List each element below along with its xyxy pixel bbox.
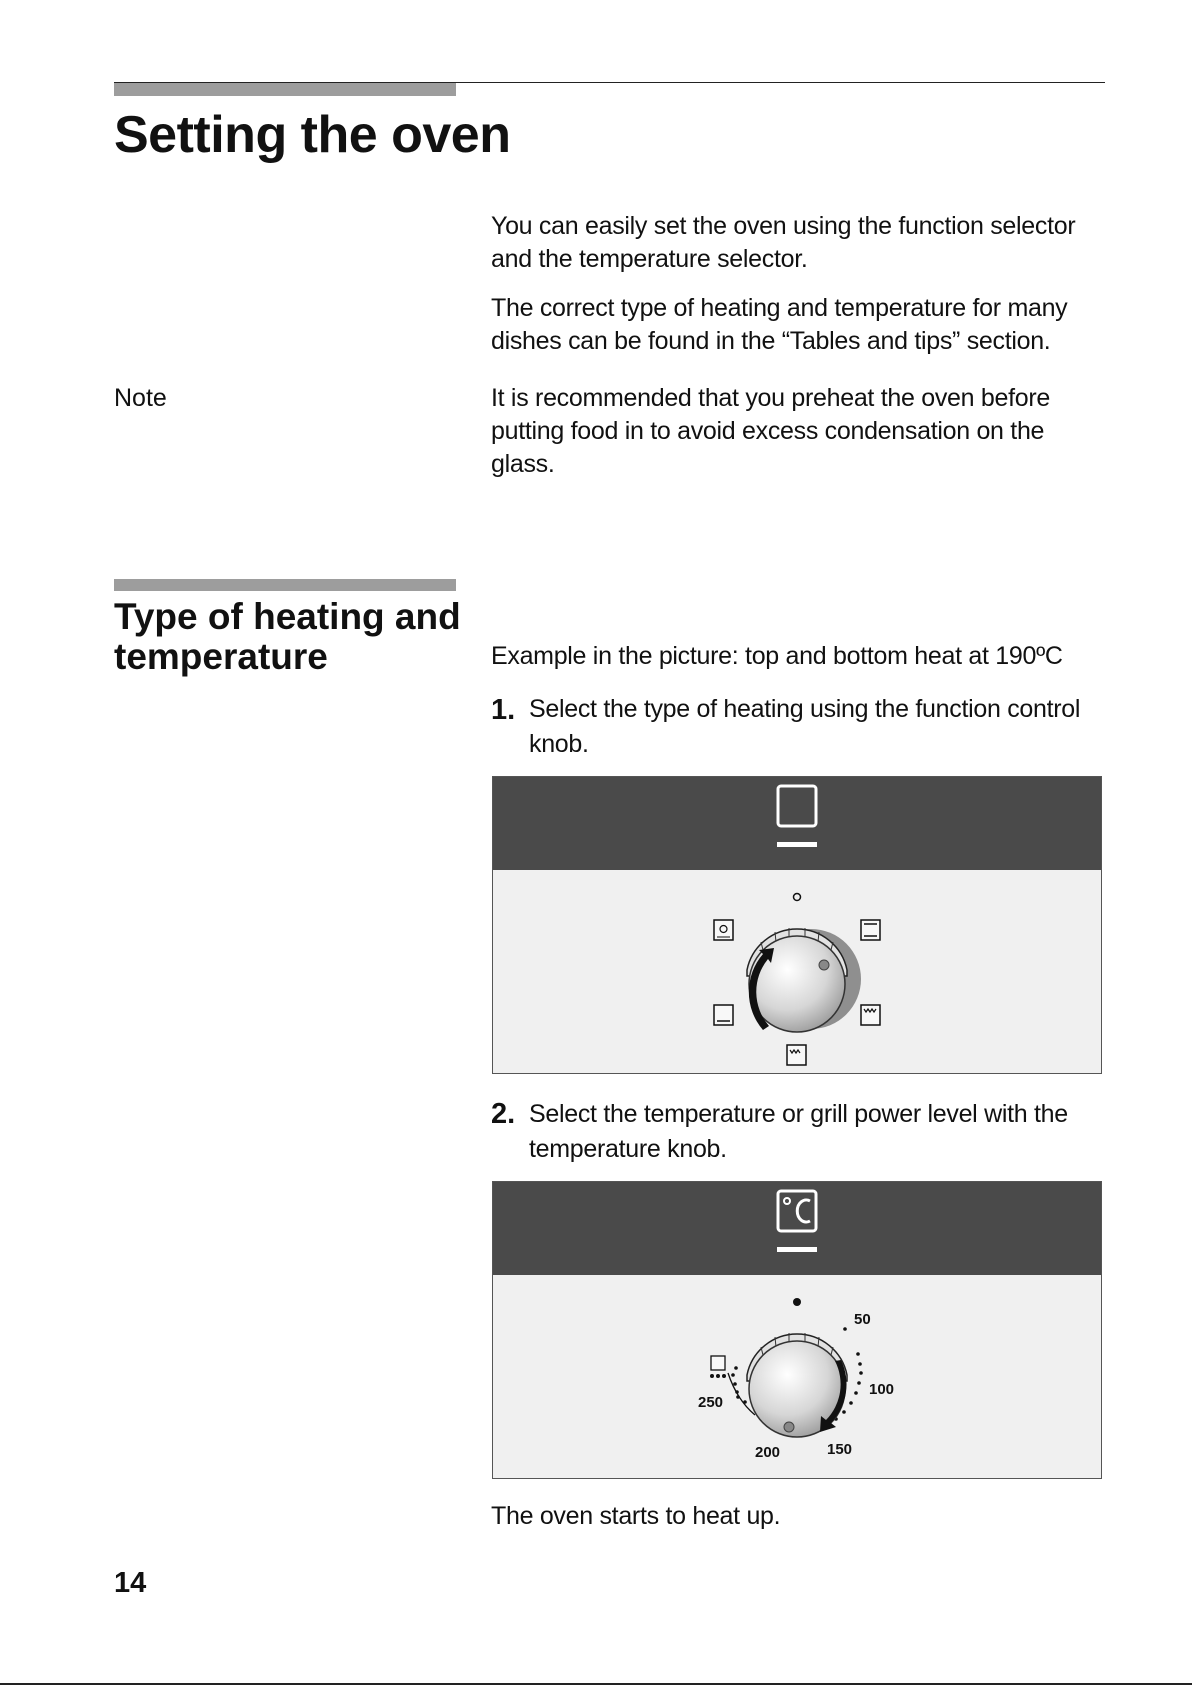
page-title: Setting the oven: [114, 106, 511, 164]
scale-label-250: 250: [698, 1394, 724, 1411]
bottom-heat-icon: [714, 1005, 733, 1025]
oven-function-icon: [493, 777, 1101, 870]
step-1-text: Select the type of heating using the function control knob.: [529, 695, 1081, 758]
celsius-icon: [493, 1182, 1101, 1275]
function-figure-body: [493, 870, 1101, 1073]
section-heading: Type of heating and temperature: [114, 596, 461, 677]
step-2-text: Select the temperature or grill power level with the temperature knob.: [529, 1100, 1068, 1163]
page-number: 14: [114, 1567, 147, 1599]
step-2-number: 2.: [491, 1098, 516, 1130]
temperature-selector-figure: [492, 1181, 1102, 1479]
top-bottom-heat-icon: [787, 1045, 806, 1065]
light-icon: [714, 920, 733, 940]
off-position-dot: [793, 1298, 801, 1306]
scale-label-100: 100: [869, 1381, 895, 1398]
function-knob-drawing: [493, 870, 1101, 1073]
grill-icon: [861, 1005, 880, 1025]
intro-paragraph-1: You can easily set the oven using the function selector and the temperature selector.: [491, 212, 1076, 273]
knob-indicator: [784, 1422, 794, 1432]
grill-power-icon: [710, 1356, 726, 1378]
off-position-dot: [794, 894, 801, 901]
note-label: Note: [114, 384, 167, 412]
conclusion-text: The oven starts to heat up.: [491, 1502, 781, 1530]
section-rule: [114, 579, 456, 591]
temperature-knob-drawing: [493, 1275, 1101, 1478]
function-selector-figure: [492, 776, 1102, 1074]
function-figure-header: [493, 777, 1101, 870]
scale-label-200: 200: [755, 1444, 781, 1461]
temperature-figure-body: [493, 1275, 1101, 1478]
knob-indicator: [819, 960, 829, 970]
header-rule-accent: [114, 83, 456, 96]
step-1-number: 1.: [491, 694, 516, 726]
scale-label-50: 50: [854, 1311, 871, 1328]
intro-paragraph-2: The correct type of heating and temperature for many dishes can be found in the “Tables and tips” section.: [491, 294, 1068, 355]
temperature-figure-header: [493, 1182, 1101, 1275]
example-text: Example in the picture: top and bottom heat at 190ºC: [491, 642, 1063, 670]
top-heat-icon: [861, 920, 880, 940]
note-text: It is recommended that you preheat the oven before putting food in to avoid excess condensation on the glass.: [491, 384, 1050, 478]
scale-label-150: 150: [827, 1441, 853, 1458]
